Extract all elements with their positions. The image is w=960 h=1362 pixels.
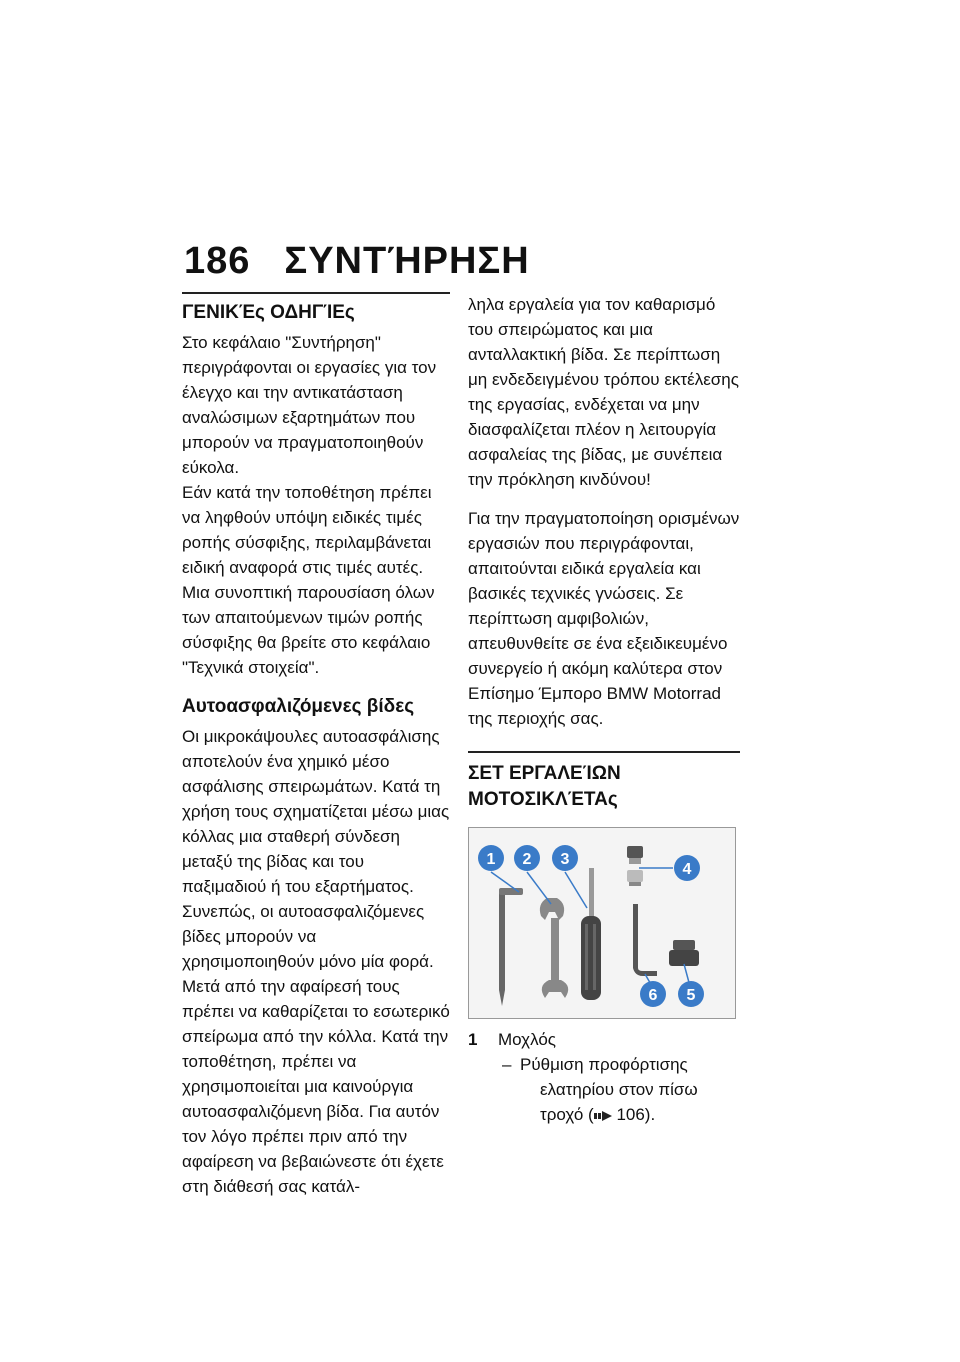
legend-subitem-word: τροχό [540, 1105, 584, 1124]
callout-5 [678, 981, 704, 1007]
svg-text:4: 4 [682, 861, 692, 878]
svg-text:6: 6 [648, 987, 658, 1004]
callout-1 [478, 845, 504, 871]
paragraph-special-tools: Για την πραγματοποίηση ορισμένων εργασιών που περιγράφονται, απαιτούνται ειδικά εργαλεία και βασικές τεχνικές γνώσεις. Σε περίπτωση αμφιβολιών, απευθυνθείτε σε ένα εξειδικευμένο συνεργείο ή ακόμη καλύτερα στον Επίσημο Έμπορο BMW Motorrad της περιοχής σας. [468, 509, 740, 728]
page-reference-link[interactable]: 106). [616, 1105, 656, 1124]
legend-subitem-line3: τροχό ( 106). [540, 1105, 656, 1124]
svg-text:2: 2 [522, 851, 532, 868]
callout-6 [640, 981, 666, 1007]
paragraph-torque: Εάν κατά την τοποθέτηση πρέπει να ληφθούν υπόψη ειδικές τιμές ροπής σύσφιξης, περιλαμβάνεται ειδική αναφορά στις τιμές αυτές. Μια συνοπτική παρουσίαση όλων των απαιτούμενων τιμών ροπής σύσφιξης θα βρείτε στο κεφάλαιο "Τεχνικά στοιχεία". [182, 483, 435, 677]
chapter-title: ΣΥΝΤΉΡΗΣΗ [284, 240, 530, 282]
legend-subitem-line1: Ρύθμιση προφόρτισης [520, 1055, 688, 1074]
page-number: 186 [184, 240, 251, 282]
callout-4 [674, 855, 700, 881]
legend-number: 1 [468, 1030, 478, 1049]
legend-item [468, 1027, 740, 1052]
svg-text:3: 3 [560, 851, 570, 868]
svg-text:5: 5 [686, 987, 696, 1004]
bit-tools [627, 846, 643, 886]
legend-subitem-line2: ελατηρίου στον πίσω [540, 1080, 698, 1099]
page-header [184, 240, 530, 283]
wrench-tool [540, 898, 568, 998]
toolkit-figure [468, 827, 736, 1019]
right-column [468, 292, 740, 1127]
paragraph-continued: ληλα εργαλεία για τον καθαρισμό του σπειρώματος και μια ανταλλακτική βίδα. Σε περίπτωση μη ενδεδειγμένου τρόπου εκτέλεσης της εργασίας, ενδέχεται να μην διασφαλίζεται πλέον η λειτουργία ασφαλείας της βίδας, με συνέπεια την πρόκληση κινδύνου! [468, 295, 739, 489]
legend-subitem [498, 1052, 740, 1127]
section-heading-toolkit: ΣΕΤ ΕΡΓΑΛΕΊΩΝ ΜΟΤΟΣΙΚΛΈΤΑς [468, 763, 621, 810]
section-rule [468, 751, 740, 753]
figure-legend [468, 1027, 740, 1127]
page-reference-arrow-icon [594, 1111, 612, 1121]
allen-key-tool [633, 904, 657, 976]
callout-3 [552, 845, 578, 871]
paragraph-intro: Στο κεφάλαιο "Συντήρηση" περιγράφονται οι εργασίες για τον έλεγχο και την αντικατάσταση αναλώσιμων εξαρτημάτων που μπορούν να πραγματοποιηθούν εύκολα. [182, 333, 437, 477]
svg-text:1: 1 [486, 851, 496, 868]
subheading-self-locking-screws: Αυτοασφαλιζόμενες βίδες [182, 696, 415, 717]
paragraph-self-locking: Οι μικροκάψουλες αυτοασφάλισης αποτελούν ένα χημικό μέσο ασφάλισης σπειρωμάτων. Κατά τη χρήση τους σχηματίζεται μέσω μιας κόλλας μια σταθερή σύνδεση μεταξύ της βίδας και του παξιμαδιού ή του εξαρτήματος. Συνεπώς, οι αυτοασφαλιζόμενες βίδες μπορούν να χρησιμοποιηθούν μόνο μία φορά. Μετά από την αφαίρεσή τους πρέπει να καθαρίζεται το εσωτερικό σπείρωμα από την κόλλα. Κατά την τοποθέτηση, πρέπει να χρησιμοποιείται μια καινούργια αυτοασφαλιζόμενη βίδα. Για αυτόν τον λόγο πρέπει πριν από την αφαίρεση να βεβαιώνεστε ότι έχετε στη διάθεσή σας κατάλ- [182, 727, 450, 1196]
section-rule [182, 292, 450, 294]
lever-tool [499, 888, 523, 1006]
dash-bullet-icon: – [502, 1055, 512, 1074]
section-heading-general: ΓΕΝΙΚΈς ΟΔΗΓΊΕς [182, 302, 355, 323]
screwdriver-tool [581, 868, 601, 1000]
left-column [182, 292, 450, 1213]
socket-tool [669, 940, 699, 966]
callout-2 [514, 845, 540, 871]
toolkit-section [468, 751, 740, 1127]
toolkit-illustration [469, 828, 735, 1018]
legend-label: Μοχλός [498, 1030, 556, 1049]
